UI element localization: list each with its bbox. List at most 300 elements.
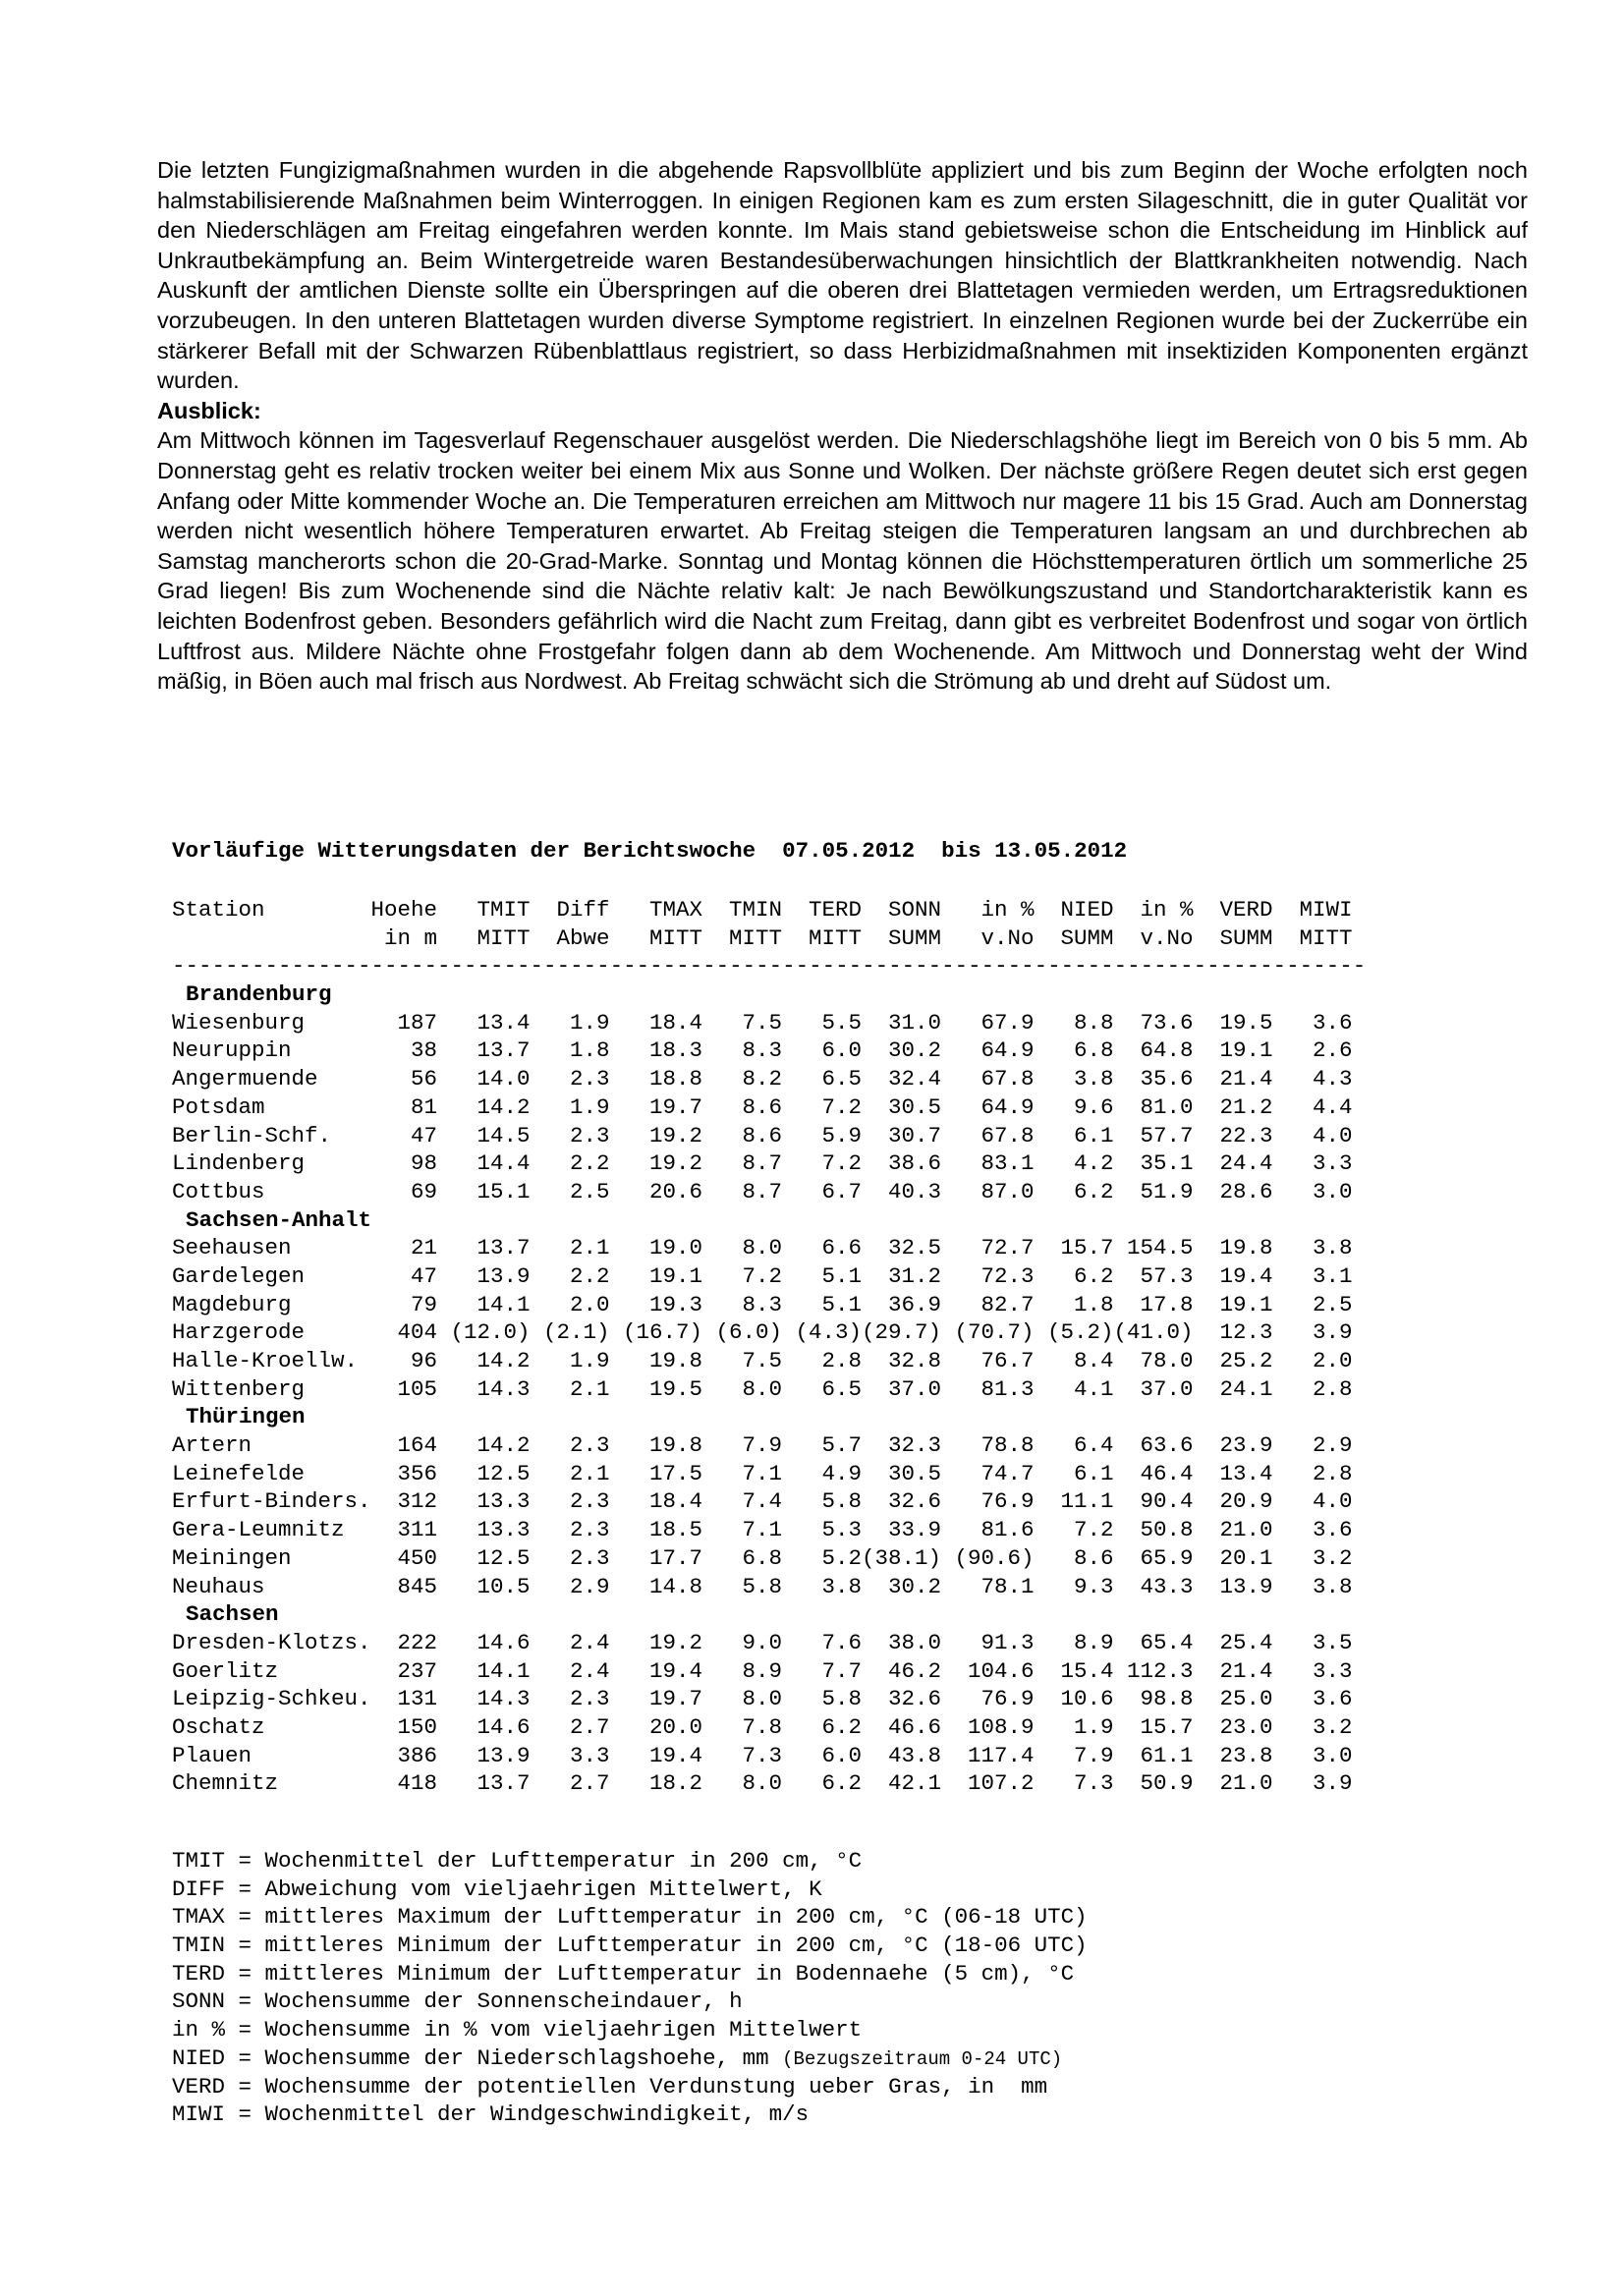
value-cell: 7.1 — [742, 1517, 783, 1543]
value-cell: 6.2 — [821, 1770, 863, 1797]
value-cell: 1.9 — [1074, 1713, 1114, 1740]
table-row — [172, 1431, 1366, 1460]
station-cell: Angermuende — [172, 1066, 318, 1092]
value-cell: SONN — [888, 897, 942, 923]
value-cell: MITT — [729, 924, 783, 951]
value-cell: 12.5 — [476, 1544, 531, 1571]
value-cell: 3.6 — [1313, 1009, 1353, 1036]
value-cell: 14.2 — [476, 1432, 531, 1459]
value-cell: 7.2 — [821, 1093, 863, 1120]
value-cell: 8.9 — [742, 1657, 783, 1684]
value-cell: 2.3 — [570, 1066, 610, 1092]
value-cell: 14.3 — [476, 1686, 531, 1712]
value-cell: 64.8 — [1140, 1037, 1194, 1064]
value-cell: 73.6 — [1140, 1009, 1194, 1036]
value-cell: 98.8 — [1140, 1686, 1194, 1712]
value-cell: 108.9 — [968, 1713, 1035, 1740]
table-row — [172, 1234, 1366, 1262]
value-cell: 31.0 — [888, 1009, 942, 1036]
value-cell: TMAX — [649, 897, 703, 923]
value-cell: 2.6 — [1313, 1037, 1353, 1064]
value-cell: 2.7 — [570, 1713, 610, 1740]
value-cell: 7.3 — [1074, 1770, 1114, 1797]
value-cell: 8.4 — [1074, 1348, 1114, 1373]
value-cell: Diff — [556, 897, 610, 923]
station-cell: Berlin-Schf. — [172, 1122, 332, 1148]
value-cell: 18.5 — [649, 1517, 703, 1543]
legend-item — [172, 1876, 1088, 1904]
table-row — [172, 1713, 1366, 1742]
legend-item — [172, 2044, 1088, 2073]
value-cell: 23.9 — [1219, 1432, 1273, 1459]
value-cell: 7.2 — [821, 1150, 863, 1177]
value-cell: 81 — [411, 1093, 438, 1120]
value-cell: 13.7 — [476, 1235, 531, 1261]
value-cell: 2.1 — [570, 1375, 610, 1402]
value-cell: MITT — [649, 924, 703, 951]
value-cell: 164 — [397, 1432, 438, 1459]
value-cell: 13.3 — [476, 1517, 531, 1543]
value-cell: 7.5 — [742, 1009, 783, 1036]
value-cell: 107.2 — [968, 1770, 1035, 1797]
legend-text: TMIT = Wochenmittel der Lufttemperatur in 200 cm, °C — [172, 1848, 863, 1874]
value-cell: 4.0 — [1313, 1122, 1353, 1148]
value-cell: 7.4 — [742, 1488, 783, 1515]
value-cell: 5.1 — [821, 1262, 863, 1289]
value-cell: 14.6 — [476, 1629, 531, 1655]
value-cell: 7.9 — [742, 1432, 783, 1459]
value-cell: 8.0 — [742, 1235, 783, 1261]
value-cell: (2.1) — [543, 1319, 610, 1346]
value-cell: 8.7 — [742, 1178, 783, 1204]
value-cell: 12.3 — [1219, 1319, 1273, 1346]
value-cell: 150 — [397, 1713, 438, 1740]
table-row — [172, 1291, 1366, 1319]
value-cell: 21.0 — [1219, 1517, 1273, 1543]
value-cell: 6.1 — [1074, 1122, 1114, 1148]
station-cell: Magdeburg — [172, 1291, 292, 1317]
value-cell: 12.5 — [476, 1460, 531, 1486]
legend-item — [172, 1960, 1088, 1988]
crop-status-paragraph: Die letzten Fungizigmaßnahmen wurden in die abgehende Rapsvollblüte appliziert und bis zum Beginn der Woche erfolgten noch halmstabilisierende Maßnahmen beim Winterroggen. In einigen Regionen kam es zum ersten Silageschnitt, die in guter Qualität vor den Niederschlägen am Freitag eingefahren werden konnte. Im Mais stand gebietsweise schon die Entscheidung im Hinblick auf Unkrautbekämpfung an. Beim Wintergetreide waren Bestandesüberwachungen hinsichtlich der Blattkrankheiten notwendig. Nach Auskunft der amtlichen Dienste sollte ein Überspringen auf die oberen drei Blattetagen vermieden werden, um Ertragsreduktionen vorzubeugen. In den unteren Blattetagen wurden diverse Symptome registriert. In einzelnen Regionen wurde bei der Zuckerrübe ein stärkerer Befall mit der Schwarzen Rübenblattlaus registriert, so dass Herbizidmaßnahmen mit insektiziden Komponenten ergänzt wurden. — [157, 157, 1528, 394]
value-cell: 14.6 — [476, 1713, 531, 1740]
value-cell: 13.9 — [476, 1742, 531, 1768]
value-cell: 30.5 — [888, 1093, 942, 1120]
value-cell: 19.1 — [1219, 1037, 1273, 1064]
station-cell: Leinefelde — [172, 1460, 306, 1486]
value-cell: 386 — [397, 1742, 438, 1768]
value-cell: TERD — [809, 897, 863, 923]
value-cell: 24.1 — [1219, 1375, 1273, 1402]
table-header-units-row — [172, 924, 1366, 953]
value-cell: 76.7 — [980, 1348, 1035, 1373]
value-cell: 5.8 — [821, 1686, 863, 1712]
value-cell: 19.4 — [1219, 1262, 1273, 1289]
value-cell: 845 — [397, 1573, 438, 1599]
value-cell: 312 — [397, 1488, 438, 1515]
value-cell: 50.9 — [1140, 1770, 1194, 1797]
value-cell: Hoehe — [370, 897, 438, 923]
value-cell: 2.0 — [1313, 1348, 1353, 1373]
value-cell: 14.1 — [476, 1291, 531, 1317]
value-cell: 14.5 — [476, 1122, 531, 1148]
value-cell: 2.2 — [570, 1150, 610, 1177]
table-row — [172, 1544, 1366, 1573]
value-cell: 2.1 — [570, 1235, 610, 1261]
value-cell: 8.0 — [742, 1770, 783, 1797]
value-cell: (6.0) — [715, 1319, 783, 1346]
value-cell: 2.2 — [570, 1262, 610, 1289]
value-cell: 8.6 — [742, 1122, 783, 1148]
value-cell: 81.3 — [980, 1375, 1035, 1402]
legend-item — [172, 1988, 1088, 2016]
value-cell: 14.2 — [476, 1348, 531, 1373]
legend-text: NIED = Wochensumme der Niederschlagshoehe, mm — [172, 2044, 783, 2071]
value-cell: in % — [1140, 897, 1194, 923]
value-cell: (12.0) — [450, 1319, 531, 1346]
value-cell: 1.8 — [570, 1037, 610, 1064]
value-cell: 3.3 — [1313, 1150, 1353, 1177]
abbreviation-legend — [172, 1847, 1088, 2129]
value-cell: 3.3 — [570, 1742, 610, 1768]
value-cell: 5.1 — [821, 1291, 863, 1317]
value-cell: 51.9 — [1140, 1178, 1194, 1204]
value-cell: 98 — [411, 1150, 438, 1177]
station-cell: Plauen — [172, 1742, 252, 1768]
value-cell: 404 — [397, 1319, 438, 1346]
value-cell: (16.7) — [623, 1319, 703, 1346]
value-cell: 30.2 — [888, 1037, 942, 1064]
value-cell: 6.2 — [1074, 1178, 1114, 1204]
table-row — [172, 1769, 1366, 1798]
value-cell: 10.5 — [476, 1573, 531, 1599]
value-cell: 23.0 — [1219, 1713, 1273, 1740]
value-cell: 3.2 — [1313, 1713, 1353, 1740]
table-row — [172, 1487, 1366, 1516]
value-cell: 14.2 — [476, 1093, 531, 1120]
station-cell: Seehausen — [172, 1235, 292, 1261]
legend-note: (Bezugszeitraum 0-24 UTC) — [782, 2047, 1063, 2070]
value-cell: 32.4 — [888, 1066, 942, 1092]
value-cell: 7.1 — [742, 1460, 783, 1486]
value-cell: 10.6 — [1060, 1686, 1114, 1712]
legend-text: MIWI = Wochenmittel der Windgeschwindigkeit, m/s — [172, 2101, 810, 2128]
value-cell: 20.6 — [649, 1178, 703, 1204]
value-cell: 2.3 — [570, 1544, 610, 1571]
station-cell: Erfurt-Binders. — [172, 1488, 371, 1515]
value-cell: 2.4 — [570, 1629, 610, 1655]
station-cell: Cottbus — [172, 1178, 265, 1204]
value-cell: 21.2 — [1219, 1093, 1273, 1120]
value-cell: 8.6 — [1074, 1544, 1114, 1571]
value-cell: 4.0 — [1313, 1488, 1353, 1515]
value-cell: 6.1 — [1074, 1460, 1114, 1486]
value-cell: 64.9 — [980, 1037, 1035, 1064]
value-cell: 8.7 — [742, 1150, 783, 1177]
region-heading: Sachsen-Anhalt — [186, 1206, 372, 1233]
value-cell: 7.3 — [742, 1742, 783, 1768]
legend-item — [172, 2100, 1088, 2129]
table-row — [172, 1375, 1366, 1404]
value-cell: TMIT — [476, 897, 531, 923]
value-cell: 65.4 — [1140, 1629, 1194, 1655]
value-cell: 8.8 — [1074, 1009, 1114, 1036]
table-title: Vorläufige Witterungsdaten der Berichtswoche 07.05.2012 bis 13.05.2012 — [172, 838, 1128, 864]
value-cell: 21.0 — [1219, 1770, 1273, 1797]
value-cell: v.No — [980, 924, 1035, 951]
value-cell: 19.8 — [649, 1348, 703, 1373]
value-cell: 19.8 — [1219, 1235, 1273, 1261]
region-heading: Brandenburg — [186, 981, 332, 1008]
value-cell: 8.0 — [742, 1375, 783, 1402]
value-cell: 32.6 — [888, 1488, 942, 1515]
table-row — [172, 1009, 1366, 1037]
value-cell: 3.9 — [1313, 1770, 1353, 1797]
legend-item — [172, 1903, 1088, 1932]
value-cell: 61.1 — [1140, 1742, 1194, 1768]
value-cell: 2.5 — [570, 1178, 610, 1204]
station-cell: Artern — [172, 1432, 252, 1459]
station-cell: Neuruppin — [172, 1037, 292, 1064]
value-cell: 19.1 — [1219, 1291, 1273, 1317]
value-cell: 7.5 — [742, 1348, 783, 1373]
value-cell: 32.8 — [888, 1348, 942, 1373]
value-cell: 11.1 — [1060, 1488, 1114, 1515]
value-cell: 8.2 — [742, 1066, 783, 1092]
value-cell: 78.8 — [980, 1432, 1035, 1459]
value-cell: 1.9 — [570, 1093, 610, 1120]
value-cell: 42.1 — [888, 1770, 942, 1797]
value-cell: 19.1 — [649, 1262, 703, 1289]
value-cell: 67.8 — [980, 1066, 1035, 1092]
value-cell: 3.0 — [1313, 1742, 1353, 1768]
value-cell: 96 — [411, 1348, 438, 1373]
legend-item — [172, 2016, 1088, 2044]
value-cell: 8.0 — [742, 1686, 783, 1712]
value-cell: 1.9 — [570, 1348, 610, 1373]
value-cell: 5.8 — [742, 1573, 783, 1599]
table-row — [172, 1178, 1366, 1206]
value-cell: 81.6 — [980, 1517, 1035, 1543]
value-cell: 3.3 — [1313, 1657, 1353, 1684]
value-cell: 1.9 — [570, 1009, 610, 1036]
value-cell: 47 — [411, 1122, 438, 1148]
value-cell: 21.4 — [1219, 1657, 1273, 1684]
region-heading: Sachsen — [186, 1601, 279, 1628]
station-cell: Chemnitz — [172, 1770, 279, 1797]
value-cell: 67.9 — [980, 1009, 1035, 1036]
value-cell: 21 — [411, 1235, 438, 1261]
value-cell: 19.0 — [649, 1235, 703, 1261]
value-cell: 14.4 — [476, 1150, 531, 1177]
value-cell: 19.8 — [649, 1432, 703, 1459]
table-row — [172, 1036, 1366, 1065]
value-cell: 19.5 — [1219, 1009, 1273, 1036]
value-cell: 2.8 — [821, 1348, 863, 1373]
table-row — [172, 1149, 1366, 1178]
value-cell: 19.4 — [649, 1742, 703, 1768]
value-cell: 5.7 — [821, 1432, 863, 1459]
value-cell: 37.0 — [888, 1375, 942, 1402]
value-cell: 7.9 — [1074, 1742, 1114, 1768]
station-cell: Wiesenburg — [172, 1009, 306, 1036]
value-cell: 117.4 — [968, 1742, 1035, 1768]
value-cell: 50.8 — [1140, 1517, 1194, 1543]
value-cell: 87.0 — [980, 1178, 1035, 1204]
value-cell: 25.2 — [1219, 1348, 1273, 1373]
value-cell: 79 — [411, 1291, 438, 1317]
value-cell: 15.4 — [1060, 1657, 1114, 1684]
table-row — [172, 1460, 1366, 1488]
value-cell: 17.8 — [1140, 1291, 1194, 1317]
value-cell: 35.6 — [1140, 1066, 1194, 1092]
station-cell: Lindenberg — [172, 1150, 306, 1177]
value-cell: (5.2) — [1047, 1319, 1114, 1346]
value-cell: 18.2 — [649, 1770, 703, 1797]
value-cell: 19.3 — [649, 1291, 703, 1317]
table-row — [172, 1093, 1366, 1122]
table-row — [172, 1685, 1366, 1713]
value-cell: 14.3 — [476, 1375, 531, 1402]
value-cell: (29.7) — [862, 1319, 942, 1346]
table-row — [172, 1573, 1366, 1601]
value-cell: 46.6 — [888, 1713, 942, 1740]
value-cell: 187 — [397, 1009, 438, 1036]
value-cell: 64.9 — [980, 1093, 1035, 1120]
value-cell: 2.7 — [570, 1770, 610, 1797]
value-cell: 2.0 — [570, 1291, 610, 1317]
value-cell: 3.5 — [1313, 1629, 1353, 1655]
station-cell: Potsdam — [172, 1093, 265, 1120]
value-cell: 57.7 — [1140, 1122, 1194, 1148]
value-cell: 418 — [397, 1770, 438, 1797]
value-cell: 38 — [411, 1037, 438, 1064]
value-cell: 13.9 — [476, 1262, 531, 1289]
legend-text: TMAX = mittleres Maximum der Lufttemperatur in 200 cm, °C (06-18 UTC) — [172, 1904, 1088, 1931]
value-cell: 6.4 — [1074, 1432, 1114, 1459]
value-cell: (90.6) — [954, 1544, 1035, 1571]
value-cell: 19.4 — [649, 1657, 703, 1684]
table-row — [172, 1742, 1366, 1770]
legend-item — [172, 2073, 1088, 2101]
value-cell: 4.1 — [1074, 1375, 1114, 1402]
value-cell: 56 — [411, 1066, 438, 1092]
value-cell: 105 — [397, 1375, 438, 1402]
value-cell: MIWI — [1299, 897, 1353, 923]
value-cell: 24.4 — [1219, 1150, 1273, 1177]
value-cell: 2.5 — [1313, 1291, 1353, 1317]
value-cell: 2.4 — [570, 1657, 610, 1684]
value-cell: in % — [980, 897, 1035, 923]
value-cell: 35.1 — [1140, 1150, 1194, 1177]
value-cell: 2.8 — [1313, 1375, 1353, 1402]
value-cell: 3.6 — [1313, 1686, 1353, 1712]
value-cell: in m — [384, 924, 438, 951]
value-cell: 154.5 — [1127, 1235, 1194, 1261]
value-cell: 14.8 — [649, 1573, 703, 1599]
value-cell: 14.0 — [476, 1066, 531, 1092]
station-cell: Halle-Kroellw. — [172, 1348, 359, 1373]
value-cell: 23.8 — [1219, 1742, 1273, 1768]
value-cell: 82.7 — [980, 1291, 1035, 1317]
legend-text: SONN = Wochensumme der Sonnenscheindauer, h — [172, 1988, 743, 2015]
value-cell: 25.0 — [1219, 1686, 1273, 1712]
value-cell: SUMM — [1219, 924, 1273, 951]
value-cell: 131 — [397, 1686, 438, 1712]
value-cell: 17.5 — [649, 1460, 703, 1486]
value-cell: v.No — [1140, 924, 1194, 951]
value-cell: 22.3 — [1219, 1122, 1273, 1148]
outlook-paragraph: Am Mittwoch können im Tagesverlauf Regenschauer ausgelöst werden. Die Niederschlagshöhe liegt im Bereich von 0 bis 5 mm. Ab Donnerstag geht es relativ trocken weiter bei einem Mix aus Sonne und Wolken. Der nächste größere Regen deutet sich erst gegen Anfang oder Mitte kommender Woche an. Die Temperaturen erreichen am Mittwoch nur magere 11 bis 15 Grad. Auch am Donnerstag werden nicht wesentlich höhere Temperaturen erwartet. Ab Freitag steigen die Temperaturen langsam an und durchbrechen ab Samstag mancherorts schon die 20-Grad-Marke. Sonntag und Montag können die Höchsttemperaturen örtlich um sommerliche 25 Grad liegen! Bis zum Wochenende sind die Nächte relativ kalt: Je nach Bewölkungszustand und Standortcharakteristik kann es leichten Bodenfrost geben. Besonders gefährlich wird die Nacht zum Freitag, dann gibt es verbreitet Bodenfrost und sogar von örtlich Luftfrost aus. Mildere Nächte ohne Frostgefahr folgen dann ab dem Wochenende. Am Mittwoch und Donnerstag weht der Wind mäßig, in Böen auch mal frisch aus Nordwest. Ab Freitag schwächt sich die Strömung ab und dreht auf Südost um. — [157, 427, 1528, 695]
value-cell: 112.3 — [1127, 1657, 1194, 1684]
value-cell: 6.0 — [821, 1742, 863, 1768]
value-cell: 78.1 — [980, 1573, 1035, 1599]
value-cell: 5.3 — [821, 1517, 863, 1543]
table-divider: ------------------------------------------------------------------------------------------ — [172, 953, 1367, 980]
table-row — [172, 1629, 1366, 1657]
value-cell: MITT — [1299, 924, 1353, 951]
value-cell: 3.8 — [821, 1573, 863, 1599]
value-cell: 5.5 — [821, 1009, 863, 1036]
value-cell: 72.3 — [980, 1262, 1035, 1289]
value-cell: 4.2 — [1074, 1150, 1114, 1177]
legend-text: in % = Wochensumme in % vom vieljaehrigen Mittelwert — [172, 2017, 863, 2044]
table-row — [172, 1347, 1366, 1375]
value-cell: 9.6 — [1074, 1093, 1114, 1120]
value-cell: 3.8 — [1313, 1235, 1353, 1261]
station-cell: Neuhaus — [172, 1573, 265, 1599]
value-cell: 15.7 — [1140, 1713, 1194, 1740]
value-cell: 30.5 — [888, 1460, 942, 1486]
value-cell: 78.0 — [1140, 1348, 1194, 1373]
value-cell: 18.3 — [649, 1037, 703, 1064]
station-cell: Gera-Leumnitz — [172, 1517, 345, 1543]
value-cell: 40.3 — [888, 1178, 942, 1204]
table-row — [172, 1516, 1366, 1544]
value-cell: SUMM — [1060, 924, 1114, 951]
value-cell: 8.3 — [742, 1291, 783, 1317]
value-cell: 37.0 — [1140, 1375, 1194, 1402]
value-cell: 36.9 — [888, 1291, 942, 1317]
value-cell: 15.7 — [1060, 1235, 1114, 1261]
value-cell: 19.2 — [649, 1150, 703, 1177]
value-cell: 57.3 — [1140, 1262, 1194, 1289]
value-cell: 81.0 — [1140, 1093, 1194, 1120]
station-cell: Dresden-Klotzs. — [172, 1629, 371, 1655]
value-cell: 7.7 — [821, 1657, 863, 1684]
value-cell: 5.9 — [821, 1122, 863, 1148]
value-cell: 67.8 — [980, 1122, 1035, 1148]
value-cell: 2.3 — [570, 1488, 610, 1515]
value-cell: 7.6 — [821, 1629, 863, 1655]
value-cell: 83.1 — [980, 1150, 1035, 1177]
value-cell: 20.9 — [1219, 1488, 1273, 1515]
value-cell: 311 — [397, 1517, 438, 1543]
value-cell: TMIN — [729, 897, 783, 923]
value-cell: 4.4 — [1313, 1093, 1353, 1120]
value-cell: 21.4 — [1219, 1066, 1273, 1092]
value-cell: 6.8 — [1074, 1037, 1114, 1064]
value-cell: MITT — [476, 924, 531, 951]
value-cell: 38.6 — [888, 1150, 942, 1177]
weather-data-table — [172, 896, 1366, 1798]
value-cell: 1.8 — [1074, 1291, 1114, 1317]
value-cell: 19.2 — [649, 1629, 703, 1655]
outlook-heading: Ausblick: — [157, 397, 261, 423]
value-cell: 2.9 — [1313, 1432, 1353, 1459]
value-cell: (70.7) — [954, 1319, 1035, 1346]
value-cell: 63.6 — [1140, 1432, 1194, 1459]
